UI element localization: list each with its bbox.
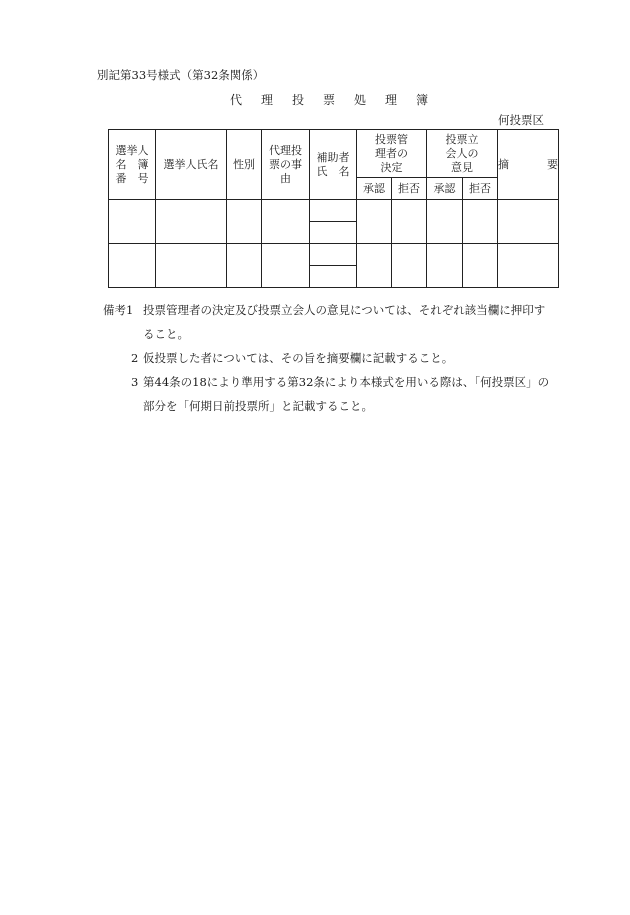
cell-reason [262,200,310,244]
note-item [103,346,583,370]
cell-voter-name [156,244,227,288]
cell-remarks [498,244,559,288]
note-item [103,298,583,322]
cell-manager-approve [357,244,392,288]
header-assistant-name: 補助者 氏 名 [310,130,357,200]
cell-witness-reject [463,200,498,244]
notes-prefix: 備考 [103,303,126,317]
cell-reason [262,244,310,288]
header-voter-name: 選挙人氏名 [156,130,227,200]
header-witness-reject: 拒否 [463,178,498,200]
district-label: 何投票区 [498,113,544,127]
note-continuation: 部分を「何期日前投票所」と記載すること。 [143,399,373,413]
cell-manager-approve [357,200,392,244]
header-witness-opinion: 投票立 会人の 意見 [427,130,498,178]
cell-manager-reject [392,200,427,244]
notes-section [103,298,583,418]
note-text: 投票管理者の決定及び投票立会人の意見については、それぞれ該当欄に押印す [143,303,546,317]
form-number: 別記第33号様式（第32条関係） [97,68,265,82]
cell-gender [227,244,262,288]
header-voter-number: 選挙人 名 簿 番 号 [109,130,156,200]
note-text: 仮投票した者については、その旨を摘要欄に記載すること。 [143,351,454,365]
cell-voter-number [109,244,156,288]
cell-witness-approve [427,200,463,244]
cell-remarks [498,200,559,244]
header-manager-approve: 承認 [357,178,392,200]
table-row [109,244,559,266]
cell-assistant-1 [310,244,357,266]
cell-manager-reject [392,244,427,288]
proxy-voting-table [108,129,559,288]
page-title: 代理投票処理簿 [230,93,448,107]
note-item [103,370,583,394]
note-continuation: ること。 [143,327,189,341]
note-number: 2 [131,351,139,365]
header-manager-decision: 投票管 理者の 決定 [357,130,427,178]
cell-voter-name [156,200,227,244]
header-reason: 代理投 票の事 由 [262,130,310,200]
cell-witness-approve [427,244,463,288]
cell-voter-number [109,200,156,244]
header-witness-approve: 承認 [427,178,463,200]
header-manager-reject: 拒否 [392,178,427,200]
cell-assistant-2 [310,266,357,288]
note-text: 第44条の18により準用する第32条により本様式を用いる際は、「何投票区」の [143,375,550,389]
cell-witness-reject [463,244,498,288]
header-remarks: 摘要 [498,130,559,200]
table-row [109,200,559,222]
cell-assistant-1 [310,200,357,222]
cell-assistant-2 [310,222,357,244]
note-number: 3 [131,375,139,389]
note-number: 1 [126,303,134,317]
header-gender: 性別 [227,130,262,200]
cell-gender [227,200,262,244]
